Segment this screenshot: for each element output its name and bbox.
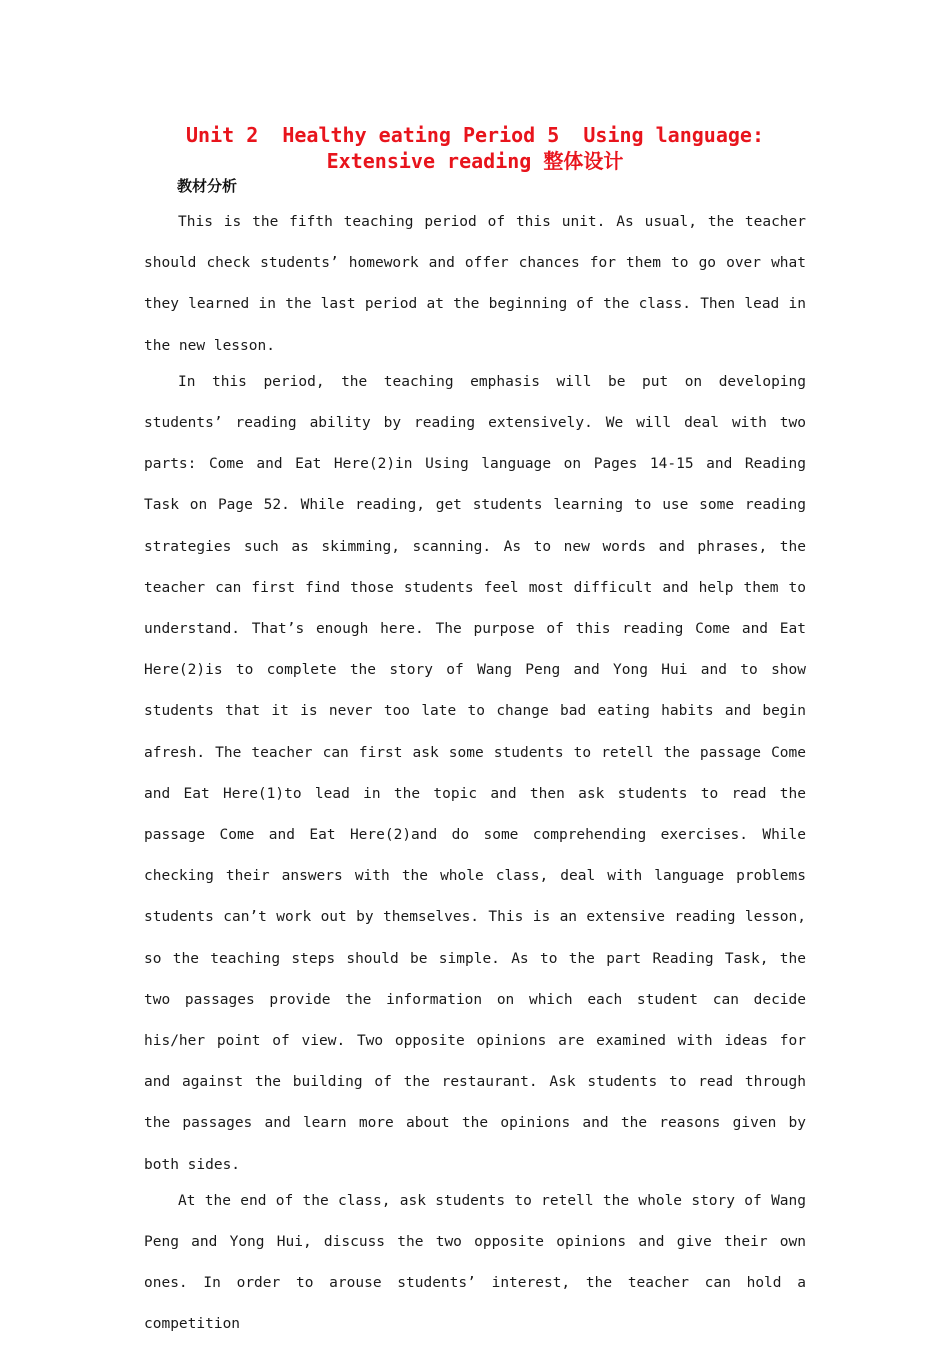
title-line-2: Extensive reading 整体设计	[326, 149, 624, 173]
paragraph-2: In this period, the teaching emphasis will be put on developing students’ reading ability by reading extensively. We will deal with two parts: Come and Eat Here(2)in Using language on Pages 14-15 and Reading Task on Page 52. While reading, get students learning to use some reading strategies such as skimming, scanning. As to new words and phrases, the teacher can first find those students feel most difficult and help them to understand. That’s enough here. The purpose of this reading Come and Eat Here(2)is to complete the story of Wang Peng and Yong Hui and to show students that it is never too late to change bad eating habits and begin afresh. The teacher can first ask some students to retell the passage Come and Eat Here(1)to lead in the topic and then ask students to read the passage Come and Eat Here(2)and do some comprehending exercises. While checking their answers with the whole class, deal with language problems students can’t work out by themselves. This is an extensive reading lesson, so the teaching steps should be simple. As to the part Reading Task, the two passages provide the information on which each student can decide his/her point of view. Two opposite opinions are examined with ideas for and against the building of the restaurant. Ask students to read through the passages and learn more about the opinions and the reasons given by both sides.	[144, 373, 806, 1173]
section-heading: 教材分析	[177, 177, 238, 195]
title-line-1: Unit 2 Healthy eating Period 5 Using language:	[186, 123, 764, 147]
body-text	[144, 202, 806, 1346]
document-title	[144, 122, 806, 174]
paragraph-1: This is the fifth teaching period of this unit. As usual, the teacher should check students’ homework and offer chances for them to go over what they learned in the last period at the beginning of the class. Then lead in the new lesson.	[144, 214, 806, 354]
paragraph-3: At the end of the class, ask students to retell the whole story of Wang Peng and Yong Hui, discuss the two opposite opinions and give their own ones. In order to arouse students’ interest, the teacher can hold a competition	[144, 1192, 806, 1333]
